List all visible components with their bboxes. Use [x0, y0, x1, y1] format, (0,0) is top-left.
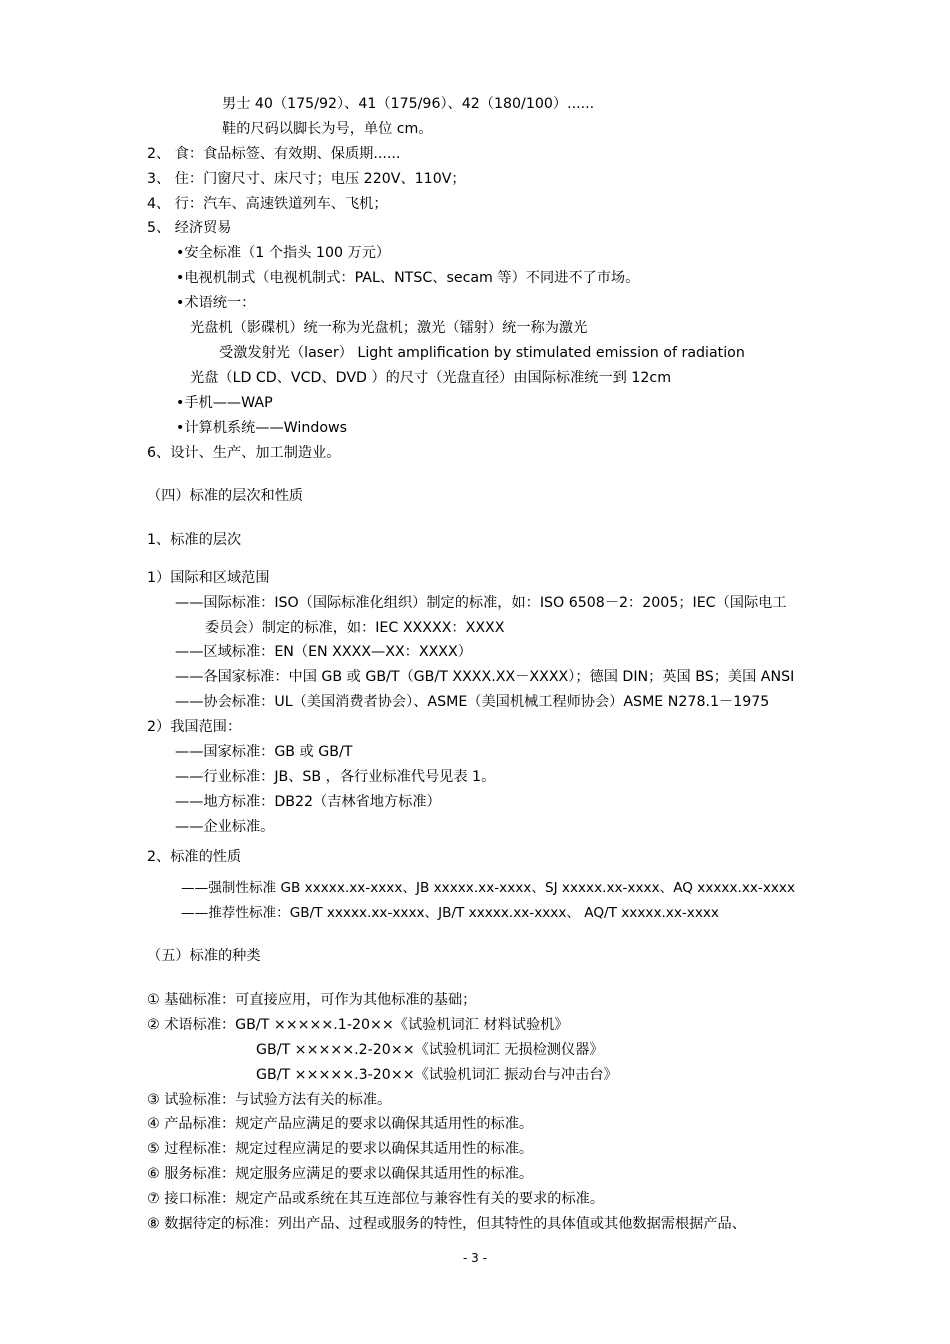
list-item: ⑦ 接口标准：规定产品或系统在其互连部位与兼容性有关的要求的标准。	[147, 1191, 605, 1207]
text-line: ——区域标准：EN（EN XXXX—XX：XXXX）	[175, 644, 472, 660]
text-line: 男士 40（175/92）、41（175/96）、42（180/100）......	[222, 96, 595, 112]
subsection-heading: 1）国际和区域范围	[147, 570, 270, 586]
list-item: 6、设计、生产、加工制造业。	[147, 445, 341, 461]
text-line: 光盘（LD CD、VCD、DVD ）的尺寸（光盘直径）由国际标准统一到 12cm	[190, 370, 672, 386]
list-item: 2、 食：食品标签、有效期、保质期......	[147, 146, 401, 162]
bullet-item: •计算机系统——Windows	[176, 420, 348, 436]
subsection-heading: 1、标准的层次	[147, 532, 242, 548]
text-line: ——行业标准：JB、SB ，各行业标准代号见表 1。	[175, 769, 496, 785]
list-item: ① 基础标准：可直接应用，可作为其他标准的基础；	[147, 992, 477, 1008]
text-line: ——国家标准：GB 或 GB/T	[175, 744, 353, 760]
text-line: ——推荐性标准：GB/T xxxxx.xx-xxxx、JB/T xxxxx.xx-xxxx、 AQ/T xxxxx.xx-xxxx	[181, 905, 719, 921]
bullet-item: •手机——WAP	[176, 395, 273, 411]
text-line: 委员会）制定的标准，如：IEC XXXXX：XXXX	[205, 620, 505, 636]
subsection-heading: 2）我国范围：	[147, 719, 242, 735]
bullet-item: •电视机制式（电视机制式：PAL、NTSC、secam 等）不同进不了市场。	[176, 270, 640, 286]
text-line: 受激发射光（laser） Light amplification by stimulated emission of radiation	[219, 345, 745, 361]
text-line: ——协会标准：UL（美国消费者协会）、ASME（美国机械工程师协会）ASME N278.1－1975	[175, 694, 770, 710]
list-item: ③ 试验标准：与试验方法有关的标准。	[147, 1092, 392, 1108]
text-line: ——各国家标准：中国 GB 或 GB/T（GB/T XXXX.XX－XXXX）；德国 DIN；英国 BS；美国 ANSI	[175, 669, 795, 685]
section-heading: （四）标准的层次和性质	[147, 488, 304, 504]
list-item: 5、 经济贸易	[147, 220, 232, 236]
list-item: ④ 产品标准：规定产品应满足的要求以确保其适用性的标准。	[147, 1116, 534, 1132]
text-line: ——强制性标准 GB xxxxx.xx-xxxx、JB xxxxx.xx-xxxx、SJ xxxxx.xx-xxxx、AQ xxxxx.xx-xxxx	[181, 880, 796, 896]
list-item: 4、 行：汽车、高速铁道列车、飞机；	[147, 196, 388, 212]
text-line: GB/T ×××××.2-20××《试验机词汇 无损检测仪器》	[256, 1042, 604, 1058]
text-line: 光盘机（影碟机）统一称为光盘机；激光（镭射）统一称为激光	[190, 320, 588, 336]
list-item: ⑥ 服务标准：规定服务应满足的要求以确保其适用性的标准。	[147, 1166, 534, 1182]
list-item: ⑤ 过程标准：规定过程应满足的要求以确保其适用性的标准。	[147, 1141, 534, 1157]
text-line: GB/T ×××××.3-20××《试验机词汇 振动台与冲击台》	[256, 1067, 618, 1083]
subsection-heading: 2、标准的性质	[147, 849, 242, 865]
bullet-item: •术语统一：	[176, 295, 256, 311]
text-line: ——国际标准：ISO（国际标准化组织）制定的标准，如：ISO 6508－2：2005；IEC（国际电工	[175, 595, 787, 611]
text-line: 鞋的尺码以脚长为号，单位 cm。	[222, 121, 433, 137]
list-item: 3、 住：门窗尺寸、床尺寸；电压 220V、110V；	[147, 171, 466, 187]
list-item: ⑧ 数据待定的标准：列出产品、过程或服务的特性，但其特性的具体值或其他数据需根据产品、	[147, 1216, 746, 1232]
text-line: ——企业标准。	[175, 819, 275, 835]
section-heading: （五）标准的种类	[147, 948, 261, 964]
page-number: - 3 -	[463, 1251, 487, 1265]
text-line: ——地方标准：DB22（吉林省地方标准）	[175, 794, 441, 810]
list-item: ② 术语标准：GB/T ×××××.1-20××《试验机词汇 材料试验机》	[147, 1017, 569, 1033]
bullet-item: •安全标准（1 个指头 100 万元）	[176, 245, 391, 261]
